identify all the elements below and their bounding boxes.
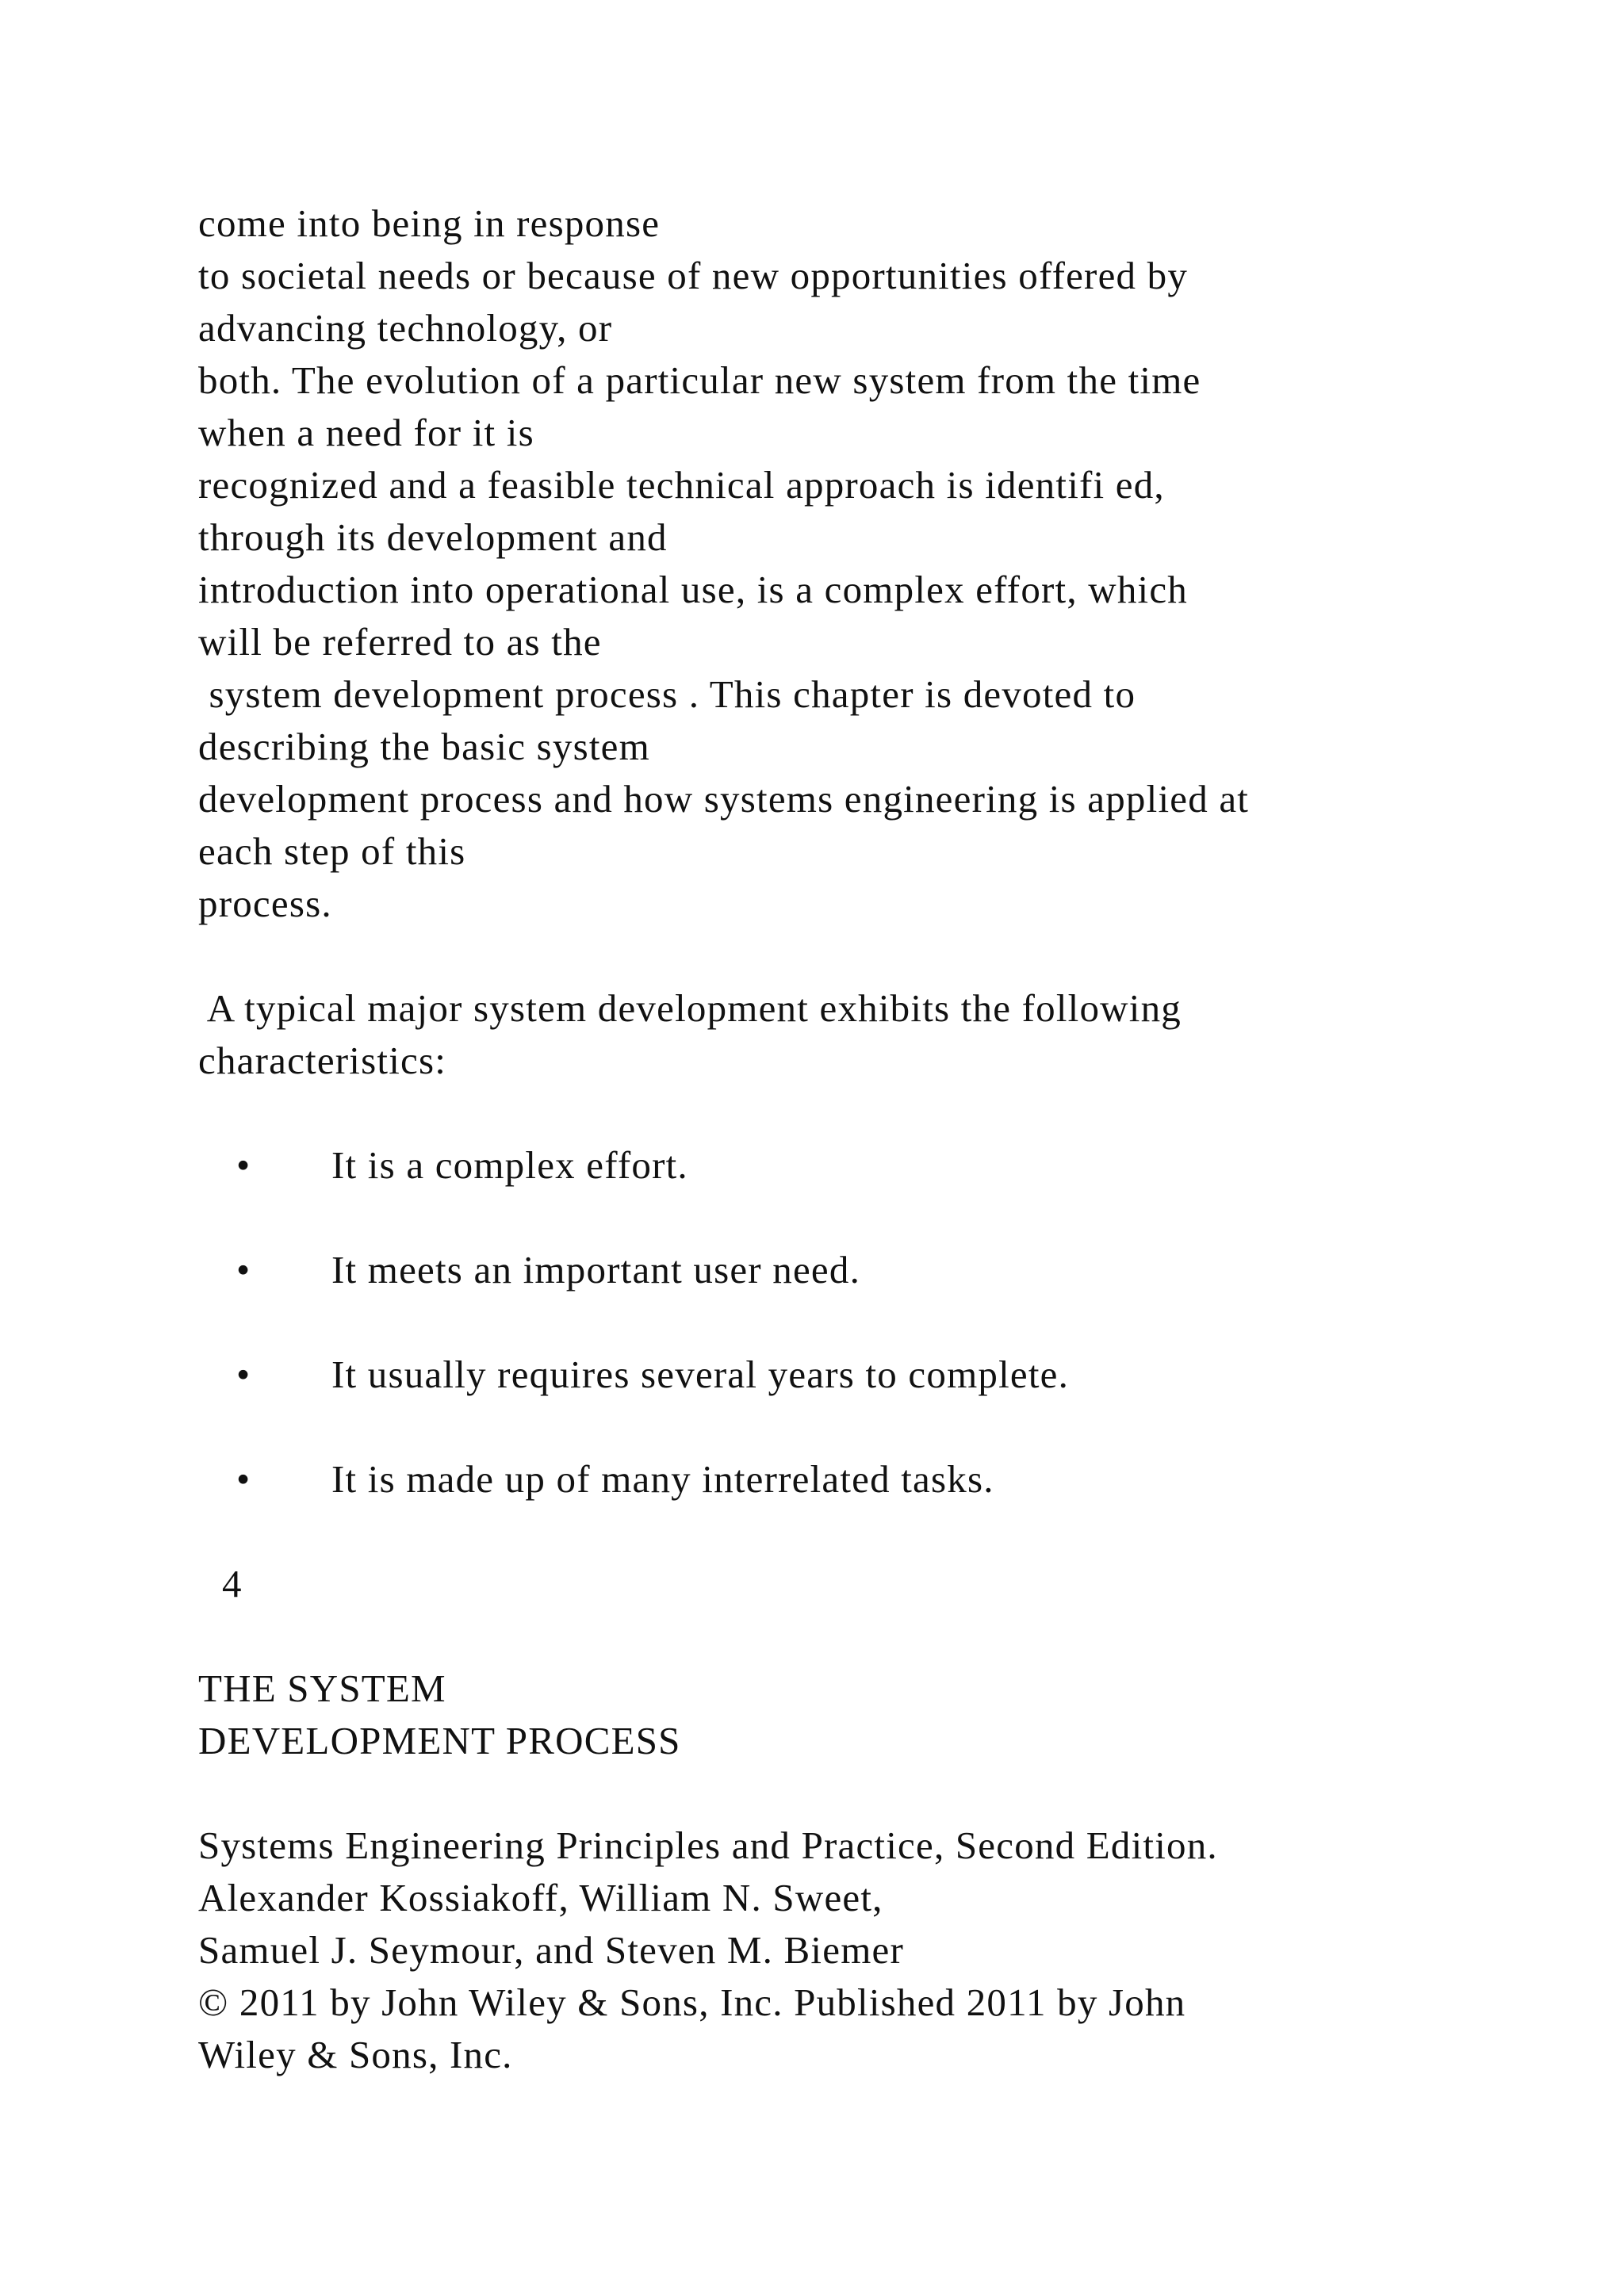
text-line: when a need for it is <box>198 411 534 454</box>
text-line: recognized and a feasible technical approach is identifi ed, <box>198 463 1165 507</box>
text-line: to societal needs or because of new opportunities offered by <box>198 254 1189 297</box>
text-line: system development process . This chapter is devoted to <box>198 672 1136 716</box>
text-line: through its development and <box>198 515 668 559</box>
bullet-marker: • <box>236 1143 251 1187</box>
citation-line: Alexander Kossiakoff, William N. Sweet, <box>198 1876 883 1919</box>
citation-line: © 2011 by John Wiley & Sons, Inc. Published 2011 by John <box>198 1980 1186 2024</box>
citation-line: Wiley & Sons, Inc. <box>198 2033 513 2076</box>
text-line: process. <box>198 882 332 925</box>
text-line: describing the basic system <box>198 725 650 768</box>
citation-line: Samuel J. Seymour, and Steven M. Biemer <box>198 1928 904 1972</box>
text-line: each step of this <box>198 829 466 873</box>
list-item: It usually requires several years to complete. <box>331 1353 1070 1396</box>
text-line: both. The evolution of a particular new system from the time <box>198 358 1201 402</box>
citation-line: Systems Engineering Principles and Practice, Second Edition. <box>198 1823 1218 1867</box>
text-line: introduction into operational use, is a complex effort, which <box>198 568 1189 611</box>
text-line: come into being in response <box>198 201 661 245</box>
text-line: will be referred to as the <box>198 620 602 664</box>
chapter-title-line: THE SYSTEM <box>198 1667 446 1710</box>
text-line: A typical major system development exhibits the following <box>198 986 1182 1030</box>
text-line: characteristics: <box>198 1039 447 1082</box>
bullet-marker: • <box>236 1457 251 1501</box>
list-item: It is a complex effort. <box>331 1143 688 1187</box>
chapter-number: 4 <box>222 1562 242 1605</box>
list-item: It meets an important user need. <box>331 1248 861 1292</box>
text-line: advancing technology, or <box>198 306 613 350</box>
bullet-marker: • <box>236 1248 251 1292</box>
list-item: It is made up of many interrelated tasks. <box>331 1457 994 1501</box>
chapter-title-line: DEVELOPMENT PROCESS <box>198 1719 681 1762</box>
text-line: development process and how systems engineering is applied at <box>198 777 1250 821</box>
bullet-marker: • <box>236 1353 251 1396</box>
